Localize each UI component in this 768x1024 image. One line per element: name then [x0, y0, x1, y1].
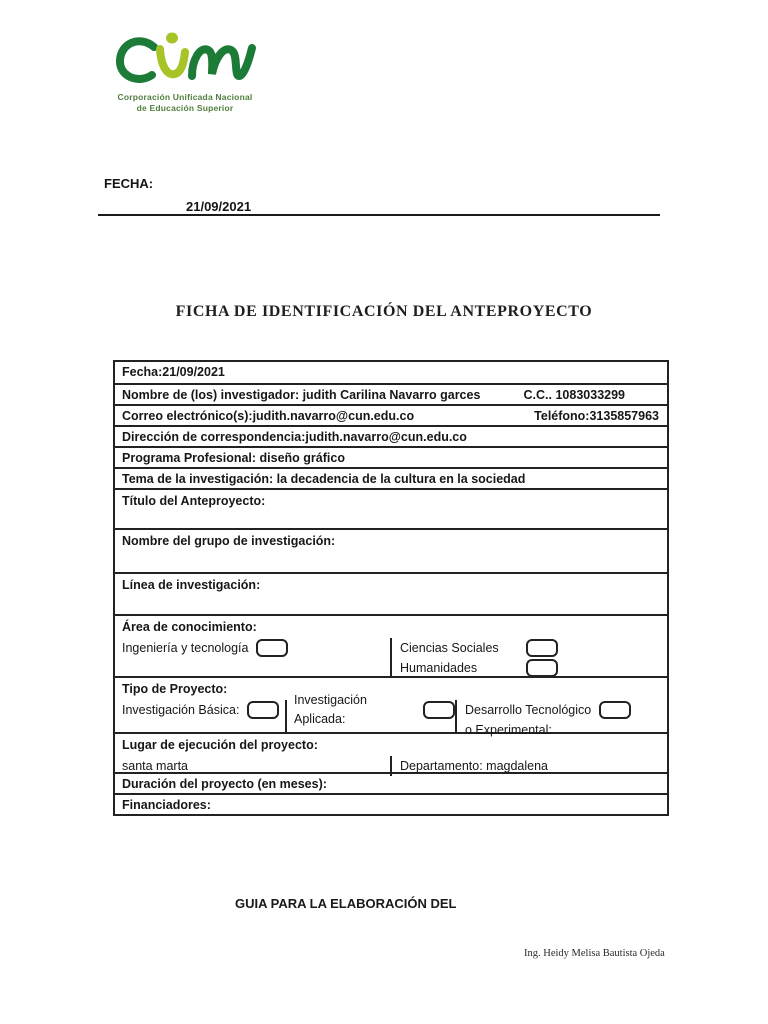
page-title: FICHA DE IDENTIFICACIÓN DEL ANTEPROYECTO	[175, 303, 593, 320]
telefono-text: Teléfono:3135857963	[534, 408, 659, 423]
linea-label: Línea de investigación:	[122, 578, 261, 592]
row-tema: Tema de la investigación: la decadencia de la cultura en la sociedad	[115, 467, 667, 488]
correo-text: Correo electrónico(s):judith.navarro@cun.edu.co	[122, 408, 415, 423]
humanidades-label: Humanidades	[400, 660, 478, 675]
row-linea-investigacion	[115, 572, 667, 614]
row-titulo-anteproyecto	[115, 488, 667, 528]
fecha-value: 21/09/2021	[186, 199, 252, 214]
tipo-label: Tipo de Proyecto:	[122, 682, 228, 696]
ciencias-sociales-label: Ciencias Sociales	[400, 640, 499, 655]
row-investigador	[115, 383, 667, 404]
fecha-underline	[98, 194, 660, 216]
grupo-label: Nombre del grupo de investigación:	[122, 534, 336, 548]
row-tipo-proyecto	[115, 676, 667, 737]
guide-heading: GUIA PARA LA ELABORACIÓN DEL	[235, 896, 457, 911]
departamento-cell	[392, 756, 667, 776]
titulo-label: Título del Anteproyecto:	[122, 494, 266, 508]
cun-logo-icon	[110, 30, 260, 92]
basica-checkbox[interactable]	[247, 701, 279, 719]
humanidades-checkbox[interactable]	[526, 659, 558, 677]
desarrollo-label: Desarrollo Tecnológico	[465, 702, 592, 717]
row-duracion: Duración del proyecto (en meses):	[115, 772, 667, 793]
logo-tagline-line1: Corporación Unificada Nacional	[117, 92, 253, 102]
aplicada-label: Investigación Aplicada:	[294, 693, 367, 726]
fecha-label: FECHA:	[104, 176, 154, 191]
author-credit: Ing. Heidy Melisa Bautista Ojeda	[524, 948, 665, 959]
ciencias-sociales-checkbox[interactable]	[526, 639, 558, 657]
lugar-value-text: santa marta	[122, 758, 189, 773]
row-direccion: Dirección de correspondencia:judith.navarro@cun.edu.co	[115, 425, 667, 446]
row-financiadores: Financiadores:	[115, 793, 667, 814]
row-correo	[115, 404, 667, 425]
area-col-left	[115, 638, 392, 678]
lugar-label: Lugar de ejecución del proyecto:	[122, 738, 318, 752]
ingenieria-label: Ingeniería y tecnología	[122, 640, 249, 655]
basica-label: Investigación Básica:	[122, 702, 240, 717]
row-fecha: Fecha:21/09/2021	[122, 365, 225, 379]
ingenieria-checkbox[interactable]	[256, 639, 288, 657]
aplicada-checkbox[interactable]	[423, 701, 455, 719]
area-col-right	[392, 638, 667, 678]
tipo-col-basica	[115, 700, 287, 734]
row-area-conocimiento	[115, 614, 667, 676]
row-grupo-investigacion	[115, 528, 667, 572]
area-label: Área de conocimiento:	[122, 620, 257, 634]
cun-logo	[100, 30, 270, 114]
row-programa: Programa Profesional: diseño gráfico	[115, 446, 667, 467]
lugar-value	[115, 756, 392, 776]
experimental-label: o Experimental:	[465, 722, 552, 737]
anteproyecto-form-table	[113, 360, 669, 816]
desarrollo-checkbox[interactable]	[599, 701, 631, 719]
cc-text: C.C.. 1083033299	[523, 387, 625, 402]
tipo-col-desarrollo	[457, 700, 667, 737]
investigador-text: Nombre de (los) investigador: judith Carilina Navarro garces	[122, 387, 481, 402]
logo-tagline-line2: de Educación Superior	[136, 103, 234, 113]
tipo-col-aplicada	[287, 693, 457, 734]
departamento-text: Departamento: magdalena	[400, 758, 549, 773]
